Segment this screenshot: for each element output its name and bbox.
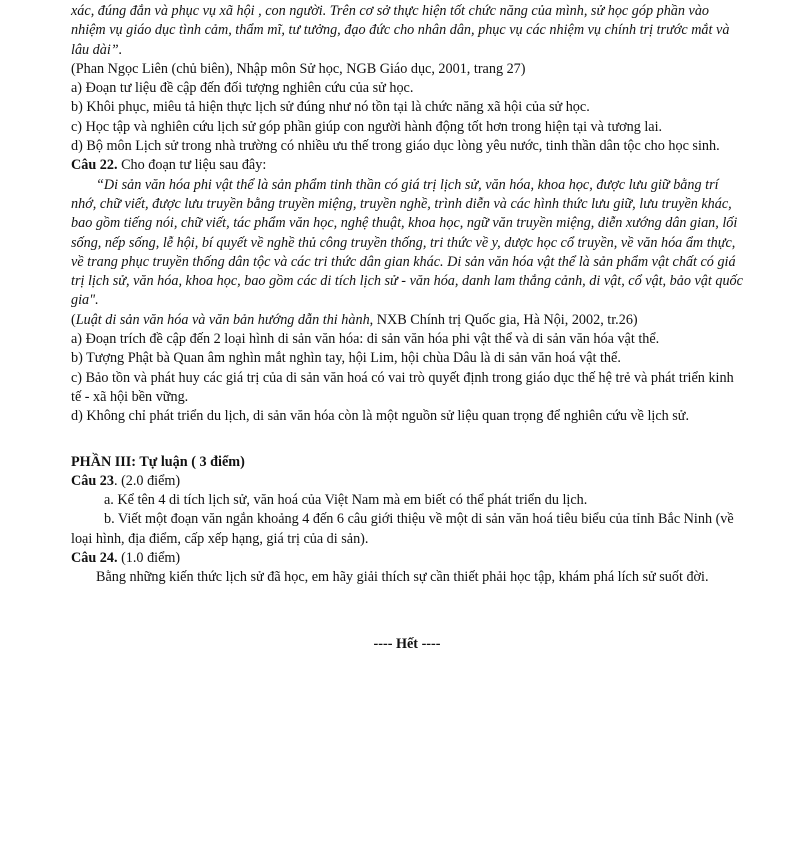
q22-quote: “Di sản văn hóa phi vật thể là sản phẩm tinh thần có giá trị lịch sử, văn hóa, khoa học, được lưu giữ bằng trí nhớ, chữ viết, được lưu truyền bằng truyền miệng, truyền nghề, trình diễn và các hình thức lưu giữ, lưu truyền khác, bao gồm tiếng nói, chữ viết, tác phẩm văn học, nghệ thuật, khoa học, ngữ văn truyền miệng, diễn xướng dân gian, lối sống, nếp sống, lễ hội, bí quyết về nghề thủ công truyền thống, tri thức về y, dược học cổ truyền, về văn hóa ẩm thực, về trang phục truyền thống dân tộc và các tri thức dân gian khác. Di sản văn hóa vật thể là sản phẩm vật chất có giá trị lịch sử, văn hóa, khoa học, bao gồm các di tích lịch sử - văn hóa, danh lam thắng cảnh, di vật, cổ vật, bảo vật quốc gia". (71, 176, 743, 309)
quote-source: (Phan Ngọc Liên (chủ biên), Nhập môn Sử học, NGB Giáo dục, 2001, trang 27) (71, 60, 526, 77)
q22-option-a: a) Đoạn trích đề cập đến 2 loại hình di sản văn hóa: di sản văn hóa phi vật thể và di sản văn hóa vật thể. (71, 331, 660, 348)
q24-label: Câu 24. (71, 550, 118, 567)
q21-option-d: d) Bộ môn Lịch sử trong nhà trường có nhiều ưu thế trong giáo dục lòng yêu nước, tinh thần dân tộc cho học sinh. (71, 138, 720, 155)
q22-source: (Luật di sản văn hóa và văn bản hướng dẫn thi hành, NXB Chính trị Quốc gia, Hà Nội, 2002, tr.26) (71, 311, 638, 328)
q21-option-c: c) Học tập và nghiên cứu lịch sử góp phần giúp con người hành động tốt hơn trong hiện tại và tương lai. (71, 118, 663, 135)
q22-option-d: d) Không chỉ phát triển du lịch, di sản văn hóa còn là một nguồn sử liệu quan trọng để nghiên cứu về lịch sử. (71, 408, 690, 425)
q24-header: Câu 24. (1.0 điểm) (71, 550, 181, 567)
q23-b: b. Viết một đoạn văn ngắn khoảng 4 đến 6 câu giới thiệu về một di sản văn hoá tiêu biểu của tỉnh Bắc Ninh (về loại hình, địa điểm, cấp xếp hạng, giá trị của di sản). (71, 511, 734, 547)
q22-option-c: c) Bảo tồn và phát huy các giá trị của di sản văn hoá có vai trò quyết định trong giáo dục thế hệ trẻ và phát triển kinh tế - xã hội bền vững. (71, 369, 734, 405)
q21-option-b: b) Khôi phục, miêu tả hiện thực lịch sử đúng như nó tồn tại là chức năng xã hội của sử học. (71, 99, 590, 116)
exam-page (71, 2, 743, 654)
quote-continuation: xác, đúng đắn và phục vụ xã hội , con người. Trên cơ sở thực hiện tốt chức năng của mình, sử học góp phần vào nhiệm vụ giáo dục tình cảm, thẩm mĩ, tư tưởng, đạo đức cho nhân dân, phục vụ các nhiệm vụ chính trị trước mắt và lâu dài”. (71, 3, 730, 58)
q21-option-a: a) Đoạn tư liệu đề cập đến đối tượng nghiên cứu của sử học. (71, 80, 414, 97)
q22-label: Câu 22. (71, 157, 118, 174)
q22-option-b: b) Tượng Phật bà Quan âm nghìn mắt nghìn tay, hội Lim, hội chùa Dâu là di sản văn hoá vật thể. (71, 350, 621, 367)
part3-heading: PHẦN III: Tự luận ( 3 điểm) (71, 453, 245, 470)
q22-prompt (71, 156, 743, 175)
q23-label: Câu 23 (71, 472, 114, 489)
spacer (71, 427, 743, 446)
q22-source-title: Luật di sản văn hóa và văn bản hướng dẫn thi hành (75, 311, 370, 328)
end-marker: ---- Hết ---- (373, 635, 441, 652)
q22-intro: Cho đoạn tư liệu sau đây: (117, 157, 267, 174)
q24-text: Bằng những kiến thức lịch sử đã học, em hãy giải thích sự cần thiết phải học tập, khám phá lích sử suốt đời. (96, 569, 709, 586)
q23-header: Câu 23. (2.0 điểm) (71, 472, 181, 489)
q23-a: a. Kể tên 4 di tích lịch sử, văn hoá của Việt Nam mà em biết có thể phát triển du lịch. (104, 492, 588, 509)
